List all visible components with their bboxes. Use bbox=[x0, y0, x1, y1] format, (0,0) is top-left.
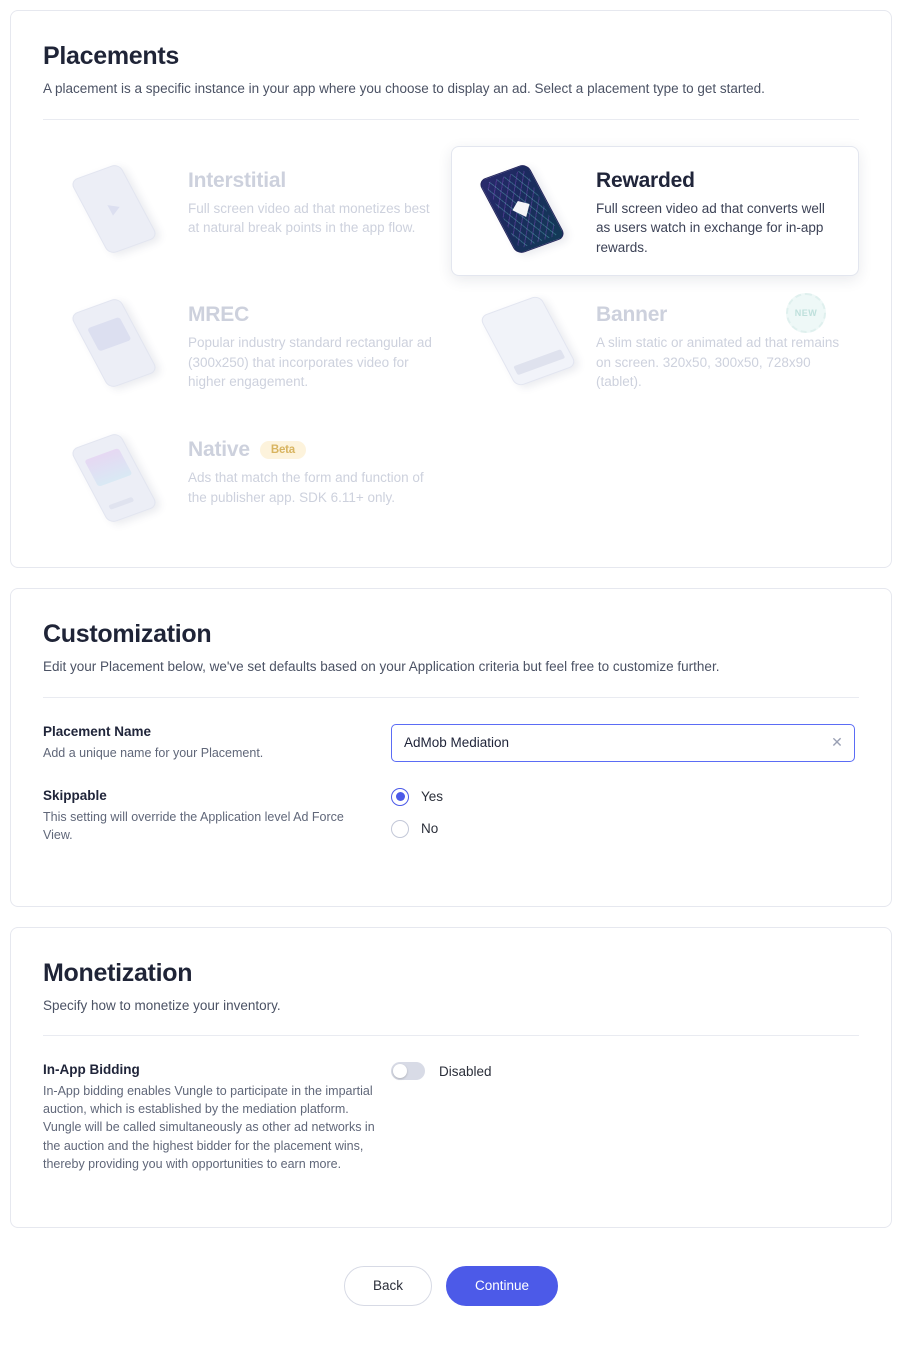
in-app-bidding-hint: In-App bidding enables Vungle to participate in the impartial auction, which is established by the mediation platform. Vungle will be called simultaneously as other ad networks in the auction and the highest bidder for the placement wins, thereby providing you with opportunities to earn more. bbox=[43, 1084, 375, 1171]
in-app-bidding-toggle-row bbox=[391, 1062, 859, 1080]
radio-no-label: No bbox=[421, 821, 439, 837]
phone-icon bbox=[70, 297, 159, 389]
phone-icon bbox=[70, 162, 159, 254]
placement-type-grid bbox=[43, 146, 859, 539]
placement-option-name: Banner bbox=[596, 303, 668, 327]
radio-yes-label: Yes bbox=[421, 789, 444, 805]
placement-option-name: Interstitial bbox=[188, 168, 286, 192]
skippable-label: Skippable bbox=[43, 787, 107, 803]
in-app-bidding-toggle[interactable] bbox=[391, 1062, 425, 1080]
placement-name-control bbox=[391, 724, 859, 762]
skippable-control bbox=[391, 788, 859, 852]
placement-option-rewarded[interactable] bbox=[451, 146, 859, 277]
placement-option-name: Rewarded bbox=[596, 168, 695, 192]
in-app-bidding-state: Disabled bbox=[439, 1063, 492, 1079]
skippable-row bbox=[43, 788, 859, 852]
phone-icon bbox=[70, 432, 159, 524]
customization-subtitle: Edit your Placement below, we've set defaults based on your Application criteria but feel free to customize further. bbox=[43, 658, 720, 674]
rewarded-thumbnail bbox=[468, 165, 586, 251]
skippable-hint: This setting will override the Application level Ad Force View. bbox=[43, 809, 344, 842]
divider bbox=[43, 697, 859, 698]
in-app-bidding-label-group bbox=[43, 1062, 391, 1173]
placement-option-desc: A slim static or animated ad that remains on screen. 320x50, 300x50, 728x90 (tablet). bbox=[596, 335, 840, 390]
customization-card bbox=[10, 588, 892, 907]
native-thumbnail bbox=[60, 434, 178, 520]
banner-thumbnail bbox=[468, 299, 586, 385]
placement-option-desc: Full screen video ad that converts well as users watch in exchange for in-app rewards. bbox=[596, 200, 825, 255]
skippable-option-yes[interactable] bbox=[391, 788, 859, 806]
wizard-footer bbox=[10, 1248, 892, 1332]
new-badge: NEW bbox=[786, 293, 826, 333]
placement-option-mrec[interactable] bbox=[43, 280, 451, 411]
divider bbox=[43, 1035, 859, 1036]
placement-option-name-text: Native bbox=[188, 437, 250, 461]
placement-name-input-wrap bbox=[391, 724, 855, 762]
placement-name-label: Placement Name bbox=[43, 723, 152, 739]
placement-option-name: MREC bbox=[188, 303, 250, 327]
placements-title: Placements bbox=[43, 42, 179, 70]
placement-option-banner[interactable] bbox=[451, 280, 859, 411]
placement-option-interstitial[interactable] bbox=[43, 146, 451, 277]
divider bbox=[43, 119, 859, 120]
monetization-subtitle: Specify how to monetize your inventory. bbox=[43, 997, 281, 1013]
placement-option-desc: Full screen video ad that monetizes best at natural break points in the app flow. bbox=[188, 200, 430, 236]
placements-subtitle: A placement is a specific instance in your app where you choose to display an ad. Select a placement type to get started. bbox=[43, 81, 765, 96]
customization-title: Customization bbox=[43, 619, 212, 648]
continue-button[interactable]: Continue bbox=[446, 1266, 558, 1306]
placement-option-desc: Ads that match the form and function of the publisher app. SDK 6.11+ only. bbox=[188, 469, 424, 505]
phone-icon bbox=[479, 295, 577, 388]
clear-icon[interactable]: ✕ bbox=[831, 733, 843, 750]
interstitial-thumbnail bbox=[60, 165, 178, 251]
monetization-card bbox=[10, 927, 892, 1228]
placement-name-label-group bbox=[43, 724, 391, 762]
placement-name-row bbox=[43, 724, 859, 762]
monetization-title: Monetization bbox=[43, 958, 193, 987]
beta-badge: Beta bbox=[260, 441, 306, 459]
placement-option-native[interactable] bbox=[43, 415, 451, 539]
placement-option-name bbox=[188, 438, 434, 462]
phone-icon bbox=[478, 162, 567, 254]
placement-name-hint: Add a unique name for your Placement. bbox=[43, 745, 264, 760]
skippable-option-no[interactable] bbox=[391, 820, 859, 838]
placements-card bbox=[10, 10, 892, 568]
mrec-thumbnail bbox=[60, 299, 178, 385]
skippable-label-group bbox=[43, 788, 391, 844]
in-app-bidding-row bbox=[43, 1062, 859, 1173]
placement-name-input[interactable] bbox=[391, 724, 855, 762]
in-app-bidding-control bbox=[391, 1062, 859, 1080]
radio-yes-icon[interactable] bbox=[391, 788, 409, 806]
in-app-bidding-label: In-App Bidding bbox=[43, 1062, 140, 1078]
radio-no-icon[interactable] bbox=[391, 820, 409, 838]
back-button[interactable]: Back bbox=[344, 1266, 432, 1306]
placement-option-desc: Popular industry standard rectangular ad (300x250) that incorporates video for higher engagement. bbox=[188, 335, 432, 390]
